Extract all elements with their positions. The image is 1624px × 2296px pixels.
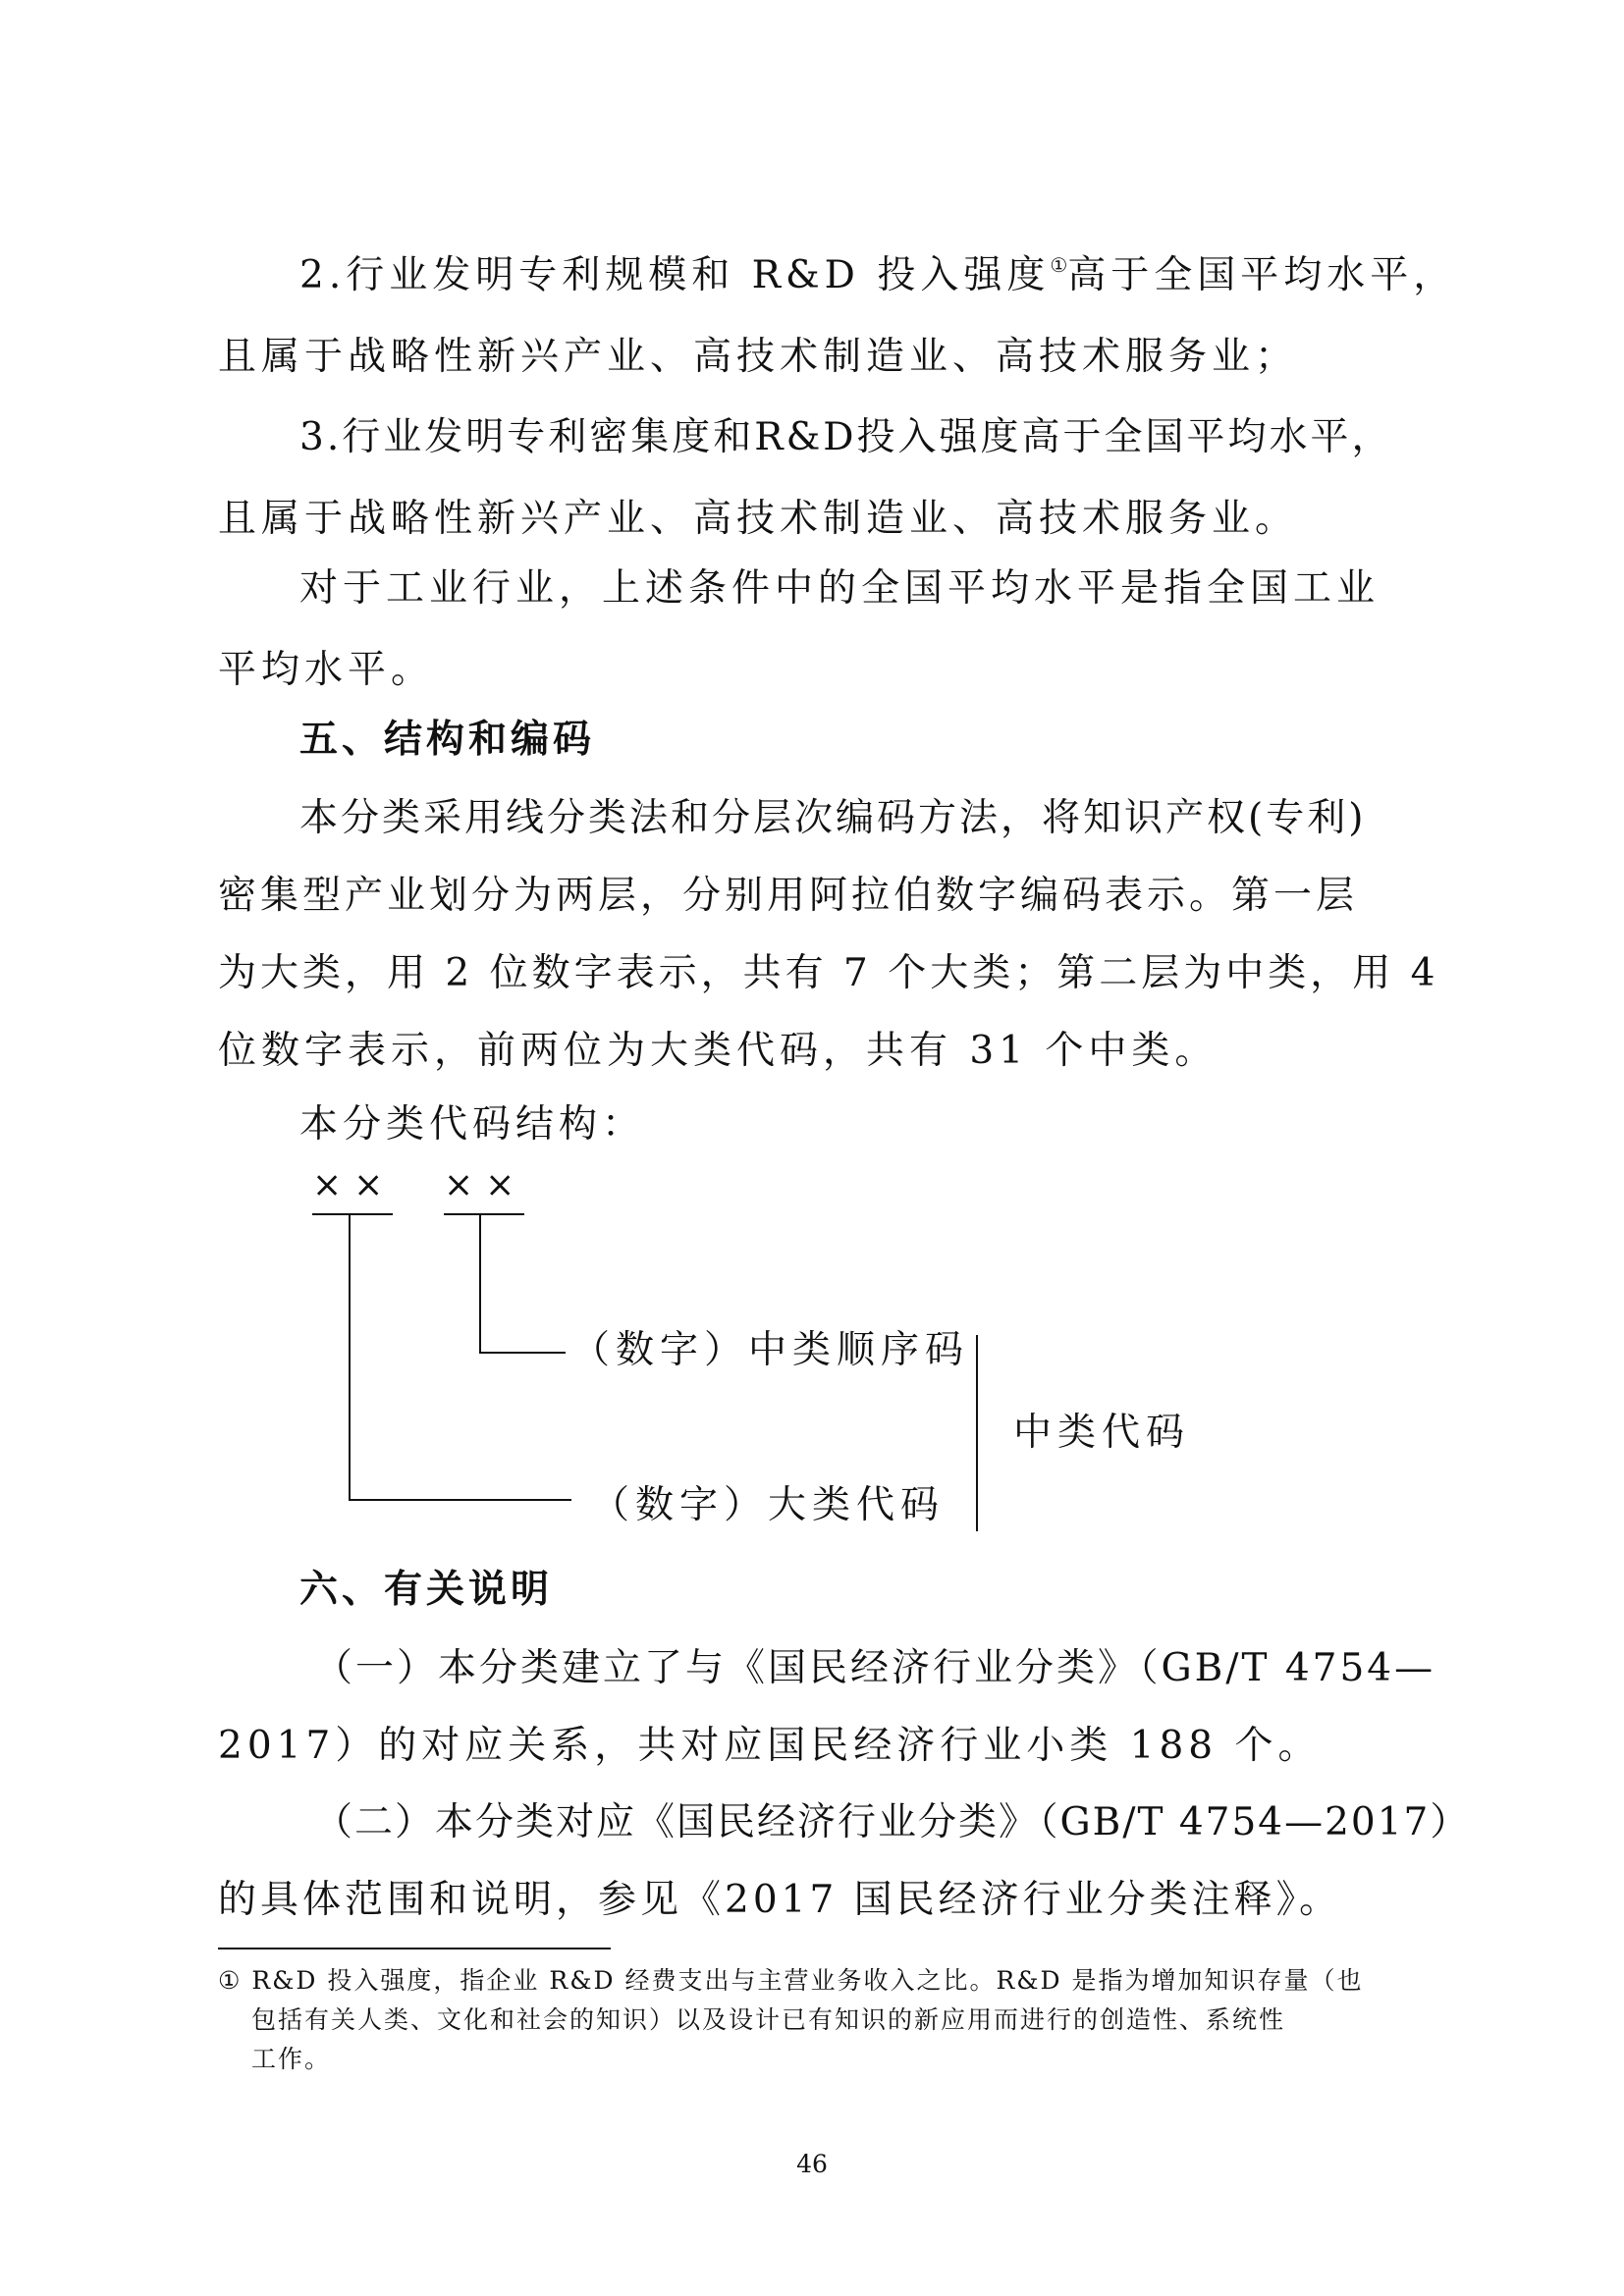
footnote-line-2: 包括有关人类、文化和社会的知识）以及设计已有知识的新应用而进行的创造性、系统性 <box>251 2005 1286 2034</box>
footnote-separator <box>218 1948 611 1949</box>
footnote-line-1: ① R&D 投入强度，指企业 R&D 经费支出与主营业务收入之比。R&D 是指为增加知识存量（也 <box>218 1966 1364 1995</box>
section-5-heading: 五、结构和编码 <box>299 718 596 762</box>
section-5-paragraph-line-3: 为大类，用 2 位数字表示，共有 7 个大类；第二层为中类，用 4 <box>218 951 1439 995</box>
note-2-line-1: （二）本分类对应《国民经济行业分类》（GB/T 4754—2017） <box>314 1800 1471 1844</box>
section-5-paragraph-line-2: 密集型产业划分为两层，分别用阿拉伯数字编码表示。第一层 <box>218 874 1359 918</box>
condition-2-line-2: 且属于战略性新兴产业、高技术制造业、高技术服务业； <box>218 335 1299 379</box>
note-2-line-2: 的具体范围和说明，参见《2017 国民经济行业分类注释》。 <box>218 1878 1342 1922</box>
mid-code-bracket-label: 中类代码 <box>1013 1411 1191 1455</box>
note-1-line-2: 2017）的对应关系，共对应国民经济行业小类 188 个。 <box>218 1724 1322 1768</box>
industry-note-line-2: 平均水平。 <box>218 648 435 692</box>
mid-code-connector-horizontal <box>479 1352 566 1354</box>
page-number: 46 <box>796 2150 828 2178</box>
note-1-line-1: （一）本分类建立了与《国民经济行业分类》（GB/T 4754— <box>314 1646 1436 1690</box>
condition-2-text: 2.行业发明专利规模和 R&D 投入强度 <box>299 253 1051 297</box>
condition-2-line-1 <box>299 250 1456 301</box>
mid-code-marks: ×× <box>444 1165 527 1205</box>
mid-order-code-label: （数字）中类顺序码 <box>571 1328 970 1372</box>
major-code-marks: ×× <box>312 1165 396 1205</box>
mid-code-underline <box>444 1213 524 1215</box>
condition-2-text-after: 高于全国平均水平， <box>1067 253 1457 297</box>
industry-note-line-1: 对于工业行业，上述条件中的全国平均水平是指全国工业 <box>299 566 1380 611</box>
condition-3-line-2: 且属于战略性新兴产业、高技术制造业、高技术服务业。 <box>218 497 1299 541</box>
section-5-paragraph-line-4: 位数字表示，前两位为大类代码，共有 31 个中类。 <box>218 1029 1218 1073</box>
mid-code-bracket <box>976 1335 978 1531</box>
footnote-line-3: 工作。 <box>251 2045 332 2073</box>
mid-code-connector-vertical <box>479 1215 481 1353</box>
major-code-connector-horizontal <box>349 1499 571 1501</box>
footnote-reference-mark[interactable]: ① <box>1050 253 1068 277</box>
condition-3-line-1: 3.行业发明专利密集度和R&D投入强度高于全国平均水平， <box>299 415 1393 459</box>
major-code-underline <box>312 1213 393 1215</box>
major-code-connector-vertical <box>349 1215 351 1500</box>
section-5-paragraph-line-1: 本分类采用线分类法和分层次编码方法，将知识产权(专利) <box>299 796 1367 840</box>
major-code-label: （数字）大类代码 <box>591 1483 946 1527</box>
section-6-heading: 六、有关说明 <box>299 1568 554 1612</box>
code-structure-label: 本分类代码结构： <box>299 1102 646 1147</box>
